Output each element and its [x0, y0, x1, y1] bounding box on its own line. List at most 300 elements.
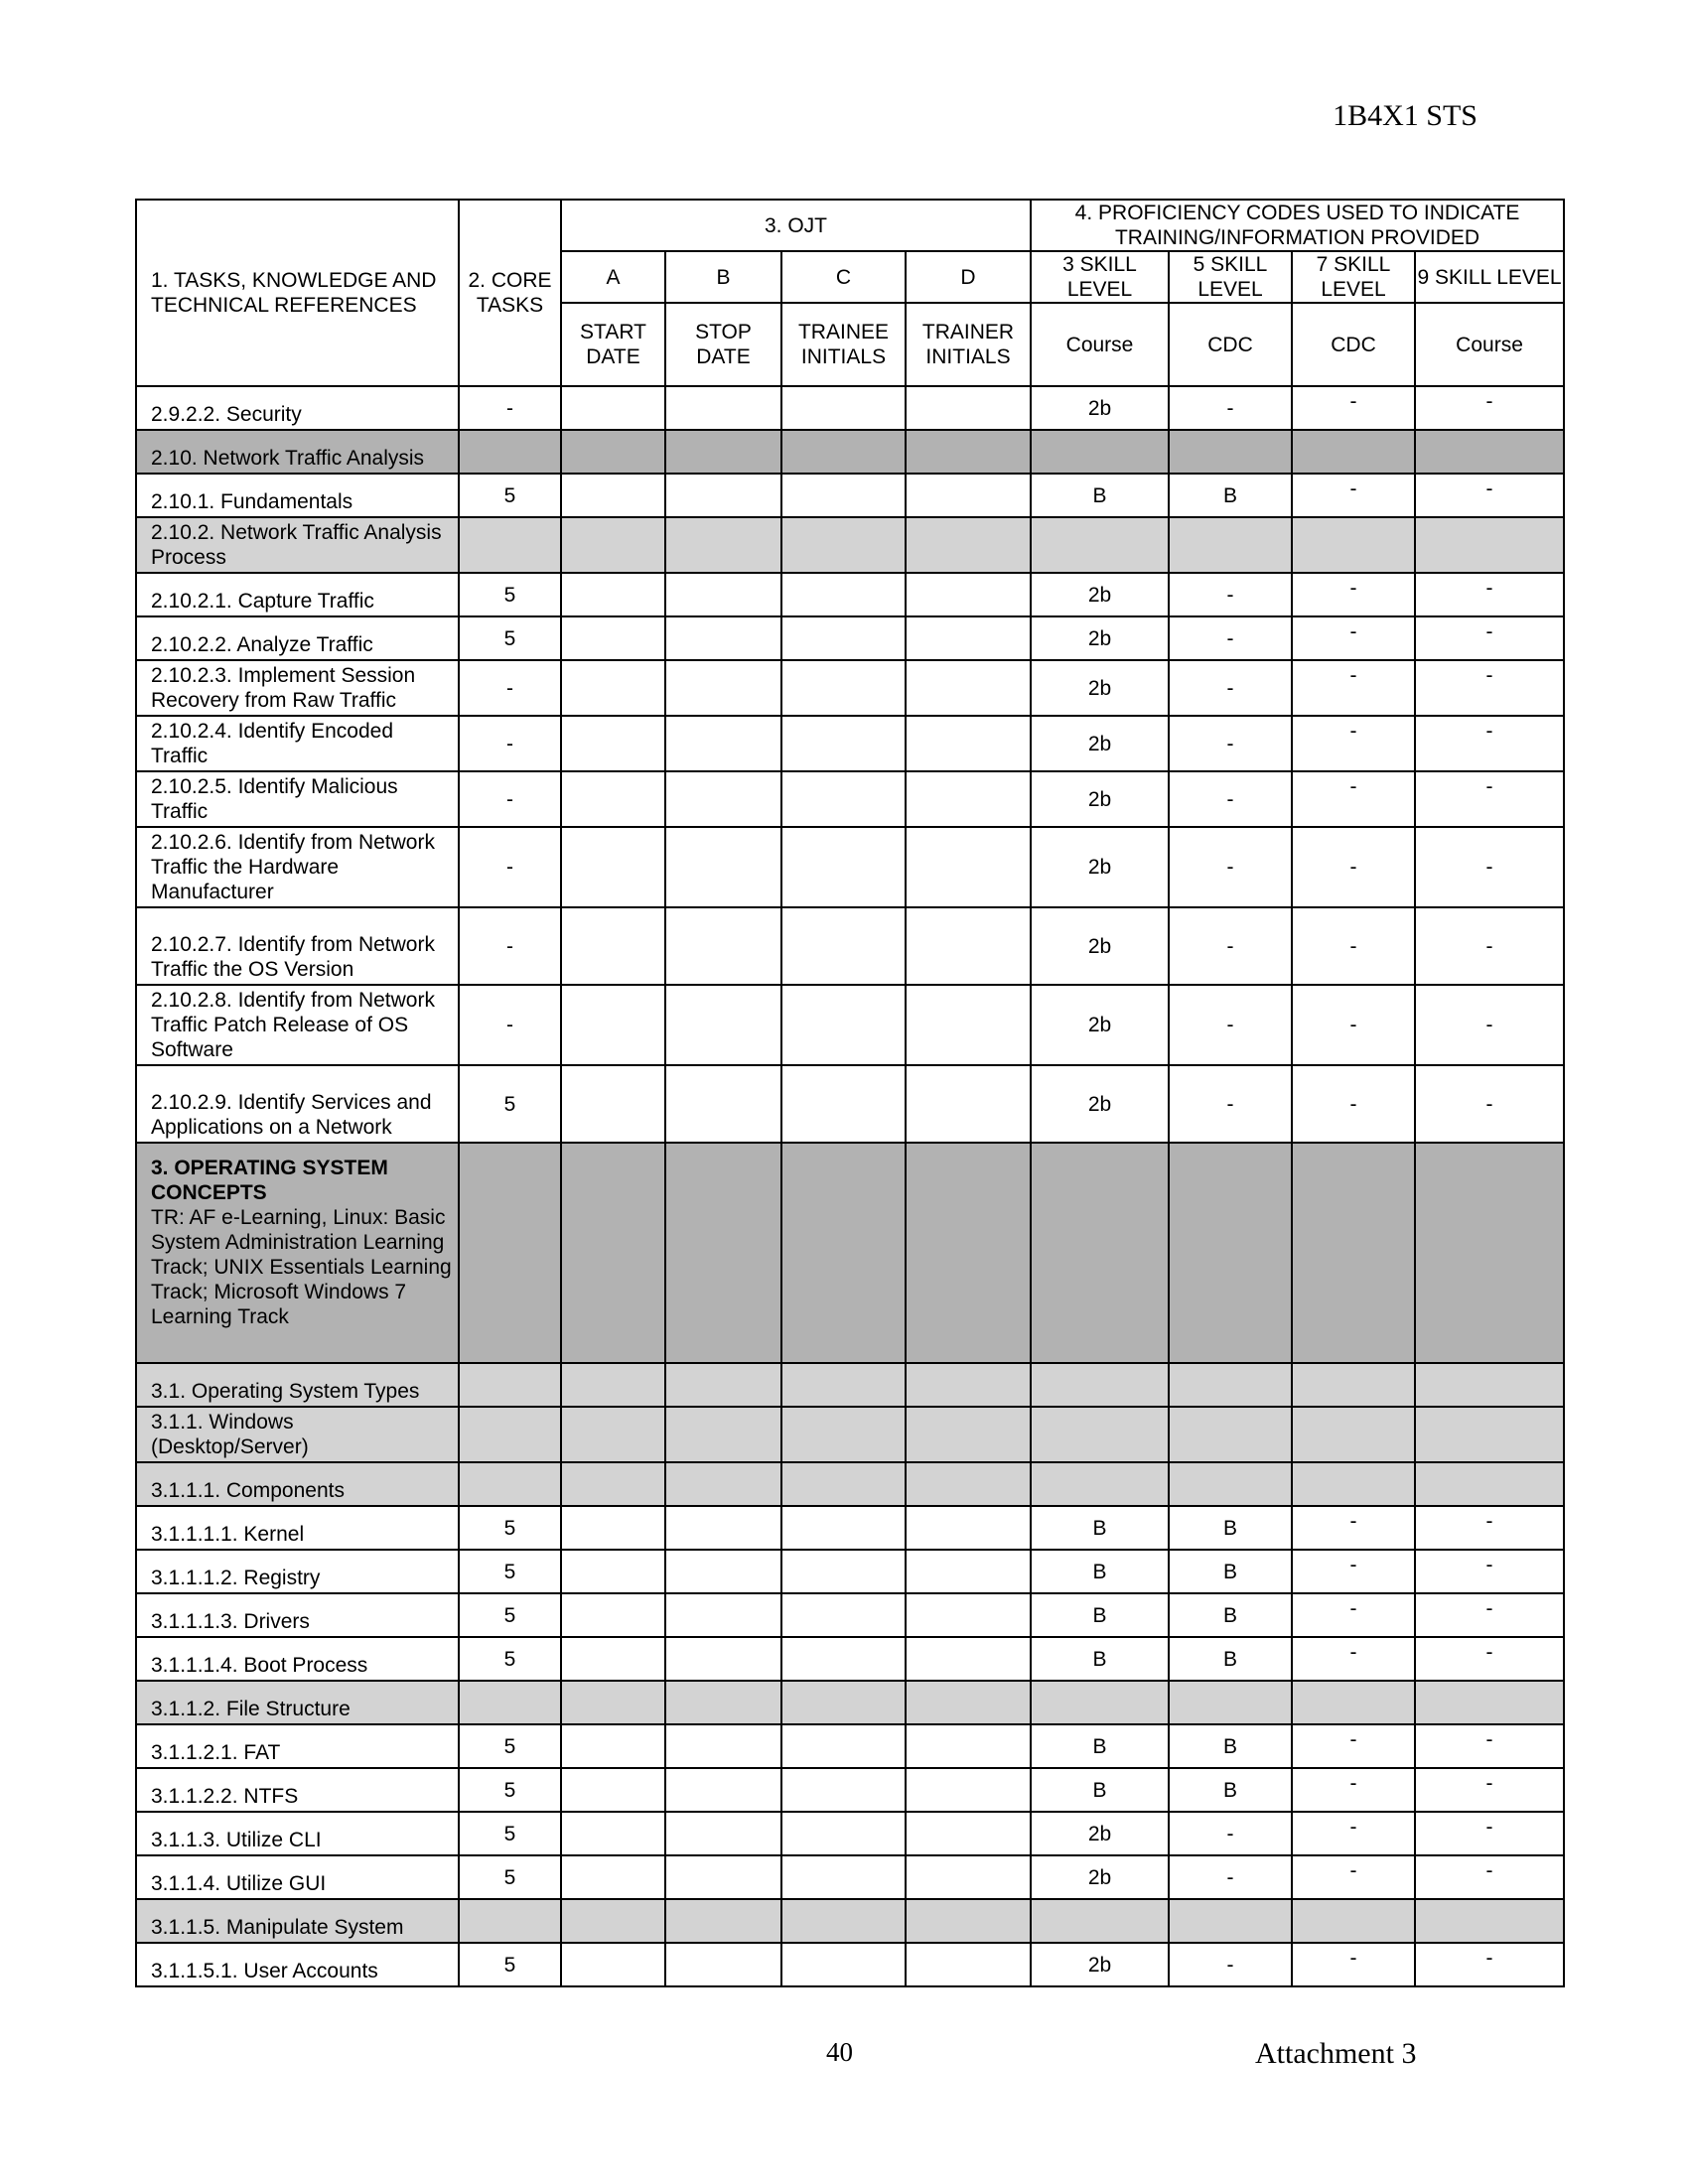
core-task-cell: 5 — [459, 1724, 561, 1768]
ojt-start-cell — [561, 386, 665, 430]
ojt-trainee-cell — [781, 660, 906, 716]
table-row — [136, 616, 1564, 660]
prof-9-skill-cell: - — [1415, 616, 1564, 660]
task-cell: 3.1.1.1.3. Drivers — [136, 1593, 459, 1637]
prof-7-skill-cell — [1292, 1899, 1415, 1943]
ojt-trainee-cell — [781, 827, 906, 907]
header-skill-7: 7 SKILL LEVEL — [1292, 251, 1415, 303]
prof-9-skill-cell: - — [1415, 1855, 1564, 1899]
prof-5-skill-cell: - — [1169, 1943, 1292, 1986]
table-row — [136, 1506, 1564, 1550]
prof-7-skill-cell: - — [1292, 616, 1415, 660]
core-task-cell — [459, 517, 561, 573]
ojt-start-cell — [561, 1637, 665, 1681]
prof-3-skill-cell: 2b — [1031, 985, 1169, 1065]
table-row — [136, 1065, 1564, 1143]
ojt-stop-cell — [665, 1550, 781, 1593]
page-number: 40 — [826, 2037, 853, 2067]
header-ojt: 3. OJT — [561, 200, 1031, 251]
table-row — [136, 1637, 1564, 1681]
header-ojt-c: C — [781, 251, 906, 303]
table-row — [136, 1143, 1564, 1363]
ojt-trainer-cell — [906, 1855, 1031, 1899]
core-task-cell: 5 — [459, 1812, 561, 1855]
prof-9-skill-cell: - — [1415, 771, 1564, 827]
table-row — [136, 1812, 1564, 1855]
ojt-trainee-cell — [781, 1681, 906, 1724]
prof-7-skill-cell — [1292, 1363, 1415, 1407]
header-trainee-initials: TRAINEE INITIALS — [781, 303, 906, 386]
prof-5-skill-cell: B — [1169, 1506, 1292, 1550]
task-cell: 3.1.1.1.1. Kernel — [136, 1506, 459, 1550]
prof-7-skill-cell: - — [1292, 660, 1415, 716]
prof-9-skill-cell: - — [1415, 1506, 1564, 1550]
prof-7-skill-cell: - — [1292, 1506, 1415, 1550]
prof-5-skill-cell — [1169, 517, 1292, 573]
task-cell: 3.1.1.2.1. FAT — [136, 1724, 459, 1768]
prof-3-skill-cell — [1031, 430, 1169, 474]
prof-7-skill-cell: - — [1292, 1637, 1415, 1681]
ojt-start-cell — [561, 1724, 665, 1768]
prof-5-skill-cell — [1169, 1681, 1292, 1724]
ojt-stop-cell — [665, 386, 781, 430]
task-cell: 3.1.1.5. Manipulate System — [136, 1899, 459, 1943]
task-cell: 2.10.2.5. Identify Malicious Traffic — [136, 771, 459, 827]
prof-5-skill-cell — [1169, 430, 1292, 474]
prof-3-skill-cell — [1031, 1143, 1169, 1363]
ojt-trainer-cell — [906, 716, 1031, 771]
prof-7-skill-cell: - — [1292, 1812, 1415, 1855]
ojt-start-cell — [561, 1143, 665, 1363]
core-task-cell — [459, 1681, 561, 1724]
prof-9-skill-cell: - — [1415, 907, 1564, 985]
prof-9-skill-cell — [1415, 1407, 1564, 1462]
prof-5-skill-cell: - — [1169, 827, 1292, 907]
ojt-trainer-cell — [906, 517, 1031, 573]
header-skill-5: 5 SKILL LEVEL — [1169, 251, 1292, 303]
ojt-stop-cell — [665, 1943, 781, 1986]
ojt-trainer-cell — [906, 1812, 1031, 1855]
header-ojt-d: D — [906, 251, 1031, 303]
ojt-trainee-cell — [781, 1506, 906, 1550]
table-row — [136, 1407, 1564, 1462]
ojt-stop-cell — [665, 1593, 781, 1637]
prof-3-skill-cell — [1031, 1681, 1169, 1724]
ojt-start-cell — [561, 474, 665, 517]
ojt-stop-cell — [665, 1681, 781, 1724]
task-cell: 2.10.2.6. Identify from Network Traffic the Hardware Manufacturer — [136, 827, 459, 907]
ojt-stop-cell — [665, 616, 781, 660]
prof-5-skill-cell: B — [1169, 1593, 1292, 1637]
table-row — [136, 1593, 1564, 1637]
task-cell: 3.1.1.1. Components — [136, 1462, 459, 1506]
header-stop-date: STOP DATE — [665, 303, 781, 386]
section-references: TR: AF e-Learning, Linux: Basic System Administration Learning Track; UNIX Essentials Learning Track; Microsoft Windows 7 Learning Track — [151, 1206, 452, 1328]
ojt-trainer-cell — [906, 907, 1031, 985]
core-task-cell: 5 — [459, 1065, 561, 1143]
prof-5-skill-cell: B — [1169, 1637, 1292, 1681]
ojt-stop-cell — [665, 1899, 781, 1943]
header-tasks: 1. TASKS, KNOWLEDGE AND TECHNICAL REFERENCES — [136, 200, 459, 386]
ojt-stop-cell — [665, 716, 781, 771]
prof-9-skill-cell — [1415, 1899, 1564, 1943]
ojt-start-cell — [561, 616, 665, 660]
ojt-trainee-cell — [781, 1065, 906, 1143]
task-cell: 3.1.1.4. Utilize GUI — [136, 1855, 459, 1899]
prof-5-skill-cell — [1169, 1407, 1292, 1462]
ojt-trainer-cell — [906, 771, 1031, 827]
task-cell: 2.10.2.7. Identify from Network Traffic the OS Version — [136, 907, 459, 985]
ojt-trainer-cell — [906, 430, 1031, 474]
ojt-stop-cell — [665, 1363, 781, 1407]
prof-9-skill-cell: - — [1415, 716, 1564, 771]
ojt-stop-cell — [665, 474, 781, 517]
ojt-stop-cell — [665, 1724, 781, 1768]
ojt-start-cell — [561, 1943, 665, 1986]
ojt-start-cell — [561, 660, 665, 716]
task-cell: 2.10.2.4. Identify Encoded Traffic — [136, 716, 459, 771]
header-source-5: CDC — [1169, 303, 1292, 386]
prof-9-skill-cell — [1415, 1681, 1564, 1724]
ojt-trainee-cell — [781, 1812, 906, 1855]
prof-9-skill-cell — [1415, 1143, 1564, 1363]
prof-9-skill-cell — [1415, 430, 1564, 474]
prof-5-skill-cell: - — [1169, 907, 1292, 985]
ojt-stop-cell — [665, 517, 781, 573]
prof-3-skill-cell: B — [1031, 474, 1169, 517]
prof-3-skill-cell: 2b — [1031, 1812, 1169, 1855]
ojt-trainee-cell — [781, 1462, 906, 1506]
prof-9-skill-cell — [1415, 517, 1564, 573]
task-cell: 3.1. Operating System Types — [136, 1363, 459, 1407]
prof-7-skill-cell: - — [1292, 1768, 1415, 1812]
ojt-trainer-cell — [906, 1899, 1031, 1943]
ojt-trainer-cell — [906, 1462, 1031, 1506]
prof-7-skill-cell: - — [1292, 1855, 1415, 1899]
ojt-stop-cell — [665, 573, 781, 616]
prof-7-skill-cell: - — [1292, 985, 1415, 1065]
prof-5-skill-cell — [1169, 1462, 1292, 1506]
task-cell — [136, 1143, 459, 1363]
ojt-start-cell — [561, 716, 665, 771]
header-core-tasks: 2. CORE TASKS — [459, 200, 561, 386]
core-task-cell: - — [459, 907, 561, 985]
core-task-cell: - — [459, 660, 561, 716]
ojt-trainee-cell — [781, 716, 906, 771]
header-ojt-b: B — [665, 251, 781, 303]
prof-5-skill-cell: - — [1169, 716, 1292, 771]
task-cell: 2.10.2.2. Analyze Traffic — [136, 616, 459, 660]
table-row — [136, 1899, 1564, 1943]
core-task-cell: - — [459, 771, 561, 827]
ojt-start-cell — [561, 907, 665, 985]
task-cell: 2.10.2.9. Identify Services and Applications on a Network — [136, 1065, 459, 1143]
prof-3-skill-cell: B — [1031, 1506, 1169, 1550]
ojt-trainer-cell — [906, 1143, 1031, 1363]
table-row — [136, 716, 1564, 771]
prof-5-skill-cell: - — [1169, 985, 1292, 1065]
table-row — [136, 1462, 1564, 1506]
core-task-cell — [459, 1363, 561, 1407]
core-task-cell: 5 — [459, 1637, 561, 1681]
ojt-stop-cell — [665, 827, 781, 907]
prof-3-skill-cell — [1031, 517, 1169, 573]
table-row — [136, 1855, 1564, 1899]
prof-3-skill-cell: 2b — [1031, 616, 1169, 660]
prof-3-skill-cell: 2b — [1031, 1943, 1169, 1986]
ojt-trainee-cell — [781, 1899, 906, 1943]
ojt-trainer-cell — [906, 1065, 1031, 1143]
core-task-cell: - — [459, 716, 561, 771]
header-skill-9: 9 SKILL LEVEL — [1415, 251, 1564, 303]
prof-7-skill-cell: - — [1292, 1724, 1415, 1768]
core-task-cell — [459, 430, 561, 474]
ojt-trainer-cell — [906, 827, 1031, 907]
ojt-trainee-cell — [781, 985, 906, 1065]
prof-9-skill-cell — [1415, 1462, 1564, 1506]
core-task-cell: 5 — [459, 1855, 561, 1899]
header-skill-3: 3 SKILL LEVEL — [1031, 251, 1169, 303]
prof-7-skill-cell — [1292, 1407, 1415, 1462]
ojt-trainee-cell — [781, 1407, 906, 1462]
task-cell: 2.10. Network Traffic Analysis — [136, 430, 459, 474]
table-row — [136, 386, 1564, 430]
ojt-stop-cell — [665, 1768, 781, 1812]
header-proficiency: 4. PROFICIENCY CODES USED TO INDICATE TRAINING/INFORMATION PROVIDED — [1031, 200, 1564, 251]
ojt-trainer-cell — [906, 1681, 1031, 1724]
prof-3-skill-cell: B — [1031, 1768, 1169, 1812]
task-cell: 3.1.1.2.2. NTFS — [136, 1768, 459, 1812]
ojt-trainee-cell — [781, 1550, 906, 1593]
ojt-start-cell — [561, 1593, 665, 1637]
prof-5-skill-cell: B — [1169, 1724, 1292, 1768]
prof-9-skill-cell: - — [1415, 1637, 1564, 1681]
ojt-start-cell — [561, 1681, 665, 1724]
prof-9-skill-cell: - — [1415, 827, 1564, 907]
ojt-trainee-cell — [781, 1768, 906, 1812]
ojt-start-cell — [561, 1363, 665, 1407]
ojt-trainee-cell — [781, 474, 906, 517]
prof-5-skill-cell — [1169, 1363, 1292, 1407]
ojt-trainer-cell — [906, 1724, 1031, 1768]
table-row — [136, 1724, 1564, 1768]
ojt-stop-cell — [665, 1065, 781, 1143]
prof-3-skill-cell — [1031, 1407, 1169, 1462]
ojt-start-cell — [561, 1462, 665, 1506]
prof-5-skill-cell: - — [1169, 660, 1292, 716]
ojt-trainer-cell — [906, 1550, 1031, 1593]
prof-7-skill-cell: - — [1292, 386, 1415, 430]
table-row — [136, 1943, 1564, 1986]
table-row — [136, 985, 1564, 1065]
prof-3-skill-cell: B — [1031, 1550, 1169, 1593]
ojt-trainee-cell — [781, 573, 906, 616]
prof-3-skill-cell — [1031, 1363, 1169, 1407]
task-cell: 2.9.2.2. Security — [136, 386, 459, 430]
task-cell: 2.10.2.8. Identify from Network Traffic Patch Release of OS Software — [136, 985, 459, 1065]
table-row — [136, 1550, 1564, 1593]
table-row — [136, 660, 1564, 716]
prof-3-skill-cell — [1031, 1899, 1169, 1943]
core-task-cell — [459, 1407, 561, 1462]
prof-7-skill-cell — [1292, 1681, 1415, 1724]
core-task-cell: - — [459, 985, 561, 1065]
core-task-cell: 5 — [459, 1943, 561, 1986]
prof-7-skill-cell: - — [1292, 573, 1415, 616]
prof-5-skill-cell — [1169, 1143, 1292, 1363]
task-cell: 3.1.1.2. File Structure — [136, 1681, 459, 1724]
table-row — [136, 907, 1564, 985]
ojt-trainee-cell — [781, 1855, 906, 1899]
prof-9-skill-cell — [1415, 1363, 1564, 1407]
ojt-stop-cell — [665, 1143, 781, 1363]
core-task-cell: 5 — [459, 573, 561, 616]
attachment-label: Attachment 3 — [1255, 2037, 1417, 2070]
ojt-trainer-cell — [906, 1593, 1031, 1637]
ojt-start-cell — [561, 573, 665, 616]
prof-5-skill-cell: - — [1169, 1812, 1292, 1855]
core-task-cell: 5 — [459, 1593, 561, 1637]
prof-9-skill-cell: - — [1415, 386, 1564, 430]
prof-3-skill-cell: 2b — [1031, 1855, 1169, 1899]
ojt-trainer-cell — [906, 1768, 1031, 1812]
prof-7-skill-cell: - — [1292, 771, 1415, 827]
ojt-trainee-cell — [781, 1943, 906, 1986]
prof-9-skill-cell: - — [1415, 1768, 1564, 1812]
document-id: 1B4X1 STS — [1333, 99, 1477, 132]
prof-3-skill-cell: 2b — [1031, 907, 1169, 985]
ojt-trainer-cell — [906, 1506, 1031, 1550]
ojt-stop-cell — [665, 1407, 781, 1462]
table-row — [136, 573, 1564, 616]
task-cell: 2.10.2. Network Traffic Analysis Process — [136, 517, 459, 573]
prof-9-skill-cell: - — [1415, 1065, 1564, 1143]
prof-9-skill-cell: - — [1415, 660, 1564, 716]
ojt-trainee-cell — [781, 907, 906, 985]
core-task-cell: 5 — [459, 616, 561, 660]
ojt-stop-cell — [665, 1812, 781, 1855]
ojt-start-cell — [561, 1550, 665, 1593]
prof-5-skill-cell: - — [1169, 1855, 1292, 1899]
ojt-stop-cell — [665, 985, 781, 1065]
prof-7-skill-cell: - — [1292, 474, 1415, 517]
task-cell: 3.1.1.3. Utilize CLI — [136, 1812, 459, 1855]
header-trainer-initials: TRAINER INITIALS — [906, 303, 1031, 386]
ojt-start-cell — [561, 1899, 665, 1943]
prof-9-skill-cell: - — [1415, 1724, 1564, 1768]
ojt-start-cell — [561, 1407, 665, 1462]
prof-5-skill-cell: - — [1169, 386, 1292, 430]
prof-5-skill-cell: B — [1169, 1768, 1292, 1812]
prof-9-skill-cell: - — [1415, 1593, 1564, 1637]
ojt-start-cell — [561, 1768, 665, 1812]
task-cell: 3.1.1. Windows (Desktop/Server) — [136, 1407, 459, 1462]
prof-5-skill-cell: - — [1169, 573, 1292, 616]
ojt-trainer-cell — [906, 573, 1031, 616]
prof-7-skill-cell: - — [1292, 827, 1415, 907]
ojt-stop-cell — [665, 771, 781, 827]
ojt-trainer-cell — [906, 474, 1031, 517]
prof-7-skill-cell — [1292, 517, 1415, 573]
prof-7-skill-cell: - — [1292, 1065, 1415, 1143]
ojt-trainer-cell — [906, 616, 1031, 660]
header-start-date: START DATE — [561, 303, 665, 386]
ojt-start-cell — [561, 1812, 665, 1855]
table-row — [136, 771, 1564, 827]
core-task-cell: 5 — [459, 1550, 561, 1593]
ojt-stop-cell — [665, 1506, 781, 1550]
prof-3-skill-cell: 2b — [1031, 1065, 1169, 1143]
ojt-trainee-cell — [781, 1143, 906, 1363]
ojt-trainer-cell — [906, 660, 1031, 716]
ojt-stop-cell — [665, 907, 781, 985]
task-cell: 2.10.2.1. Capture Traffic — [136, 573, 459, 616]
core-task-cell: - — [459, 386, 561, 430]
core-task-cell: 5 — [459, 474, 561, 517]
ojt-trainee-cell — [781, 1724, 906, 1768]
ojt-start-cell — [561, 517, 665, 573]
prof-3-skill-cell — [1031, 1462, 1169, 1506]
ojt-trainer-cell — [906, 1407, 1031, 1462]
table-row — [136, 430, 1564, 474]
prof-7-skill-cell: - — [1292, 1550, 1415, 1593]
ojt-start-cell — [561, 1506, 665, 1550]
prof-7-skill-cell: - — [1292, 1943, 1415, 1986]
prof-7-skill-cell: - — [1292, 1593, 1415, 1637]
ojt-trainee-cell — [781, 517, 906, 573]
ojt-start-cell — [561, 827, 665, 907]
prof-5-skill-cell: B — [1169, 474, 1292, 517]
task-cell: 2.10.2.3. Implement Session Recovery from Raw Traffic — [136, 660, 459, 716]
ojt-stop-cell — [665, 1855, 781, 1899]
prof-3-skill-cell: 2b — [1031, 827, 1169, 907]
ojt-start-cell — [561, 430, 665, 474]
task-cell: 3.1.1.1.4. Boot Process — [136, 1637, 459, 1681]
prof-9-skill-cell: - — [1415, 573, 1564, 616]
ojt-start-cell — [561, 985, 665, 1065]
ojt-trainee-cell — [781, 616, 906, 660]
prof-3-skill-cell: 2b — [1031, 386, 1169, 430]
prof-9-skill-cell: - — [1415, 1812, 1564, 1855]
core-task-cell — [459, 1899, 561, 1943]
table-row — [136, 827, 1564, 907]
ojt-stop-cell — [665, 430, 781, 474]
table-row — [136, 517, 1564, 573]
prof-7-skill-cell: - — [1292, 716, 1415, 771]
prof-5-skill-cell: - — [1169, 771, 1292, 827]
task-cell: 3.1.1.1.2. Registry — [136, 1550, 459, 1593]
prof-3-skill-cell: 2b — [1031, 716, 1169, 771]
prof-7-skill-cell — [1292, 1462, 1415, 1506]
prof-3-skill-cell: 2b — [1031, 573, 1169, 616]
prof-7-skill-cell: - — [1292, 907, 1415, 985]
prof-5-skill-cell: - — [1169, 1065, 1292, 1143]
ojt-stop-cell — [665, 1637, 781, 1681]
header-source-7: CDC — [1292, 303, 1415, 386]
prof-5-skill-cell: B — [1169, 1550, 1292, 1593]
prof-5-skill-cell: - — [1169, 616, 1292, 660]
table-row — [136, 1768, 1564, 1812]
table-row — [136, 474, 1564, 517]
prof-9-skill-cell: - — [1415, 1550, 1564, 1593]
ojt-stop-cell — [665, 1462, 781, 1506]
ojt-trainer-cell — [906, 386, 1031, 430]
prof-9-skill-cell: - — [1415, 1943, 1564, 1986]
prof-3-skill-cell: B — [1031, 1724, 1169, 1768]
prof-9-skill-cell: - — [1415, 985, 1564, 1065]
table-row — [136, 1681, 1564, 1724]
task-cell: 2.10.1. Fundamentals — [136, 474, 459, 517]
